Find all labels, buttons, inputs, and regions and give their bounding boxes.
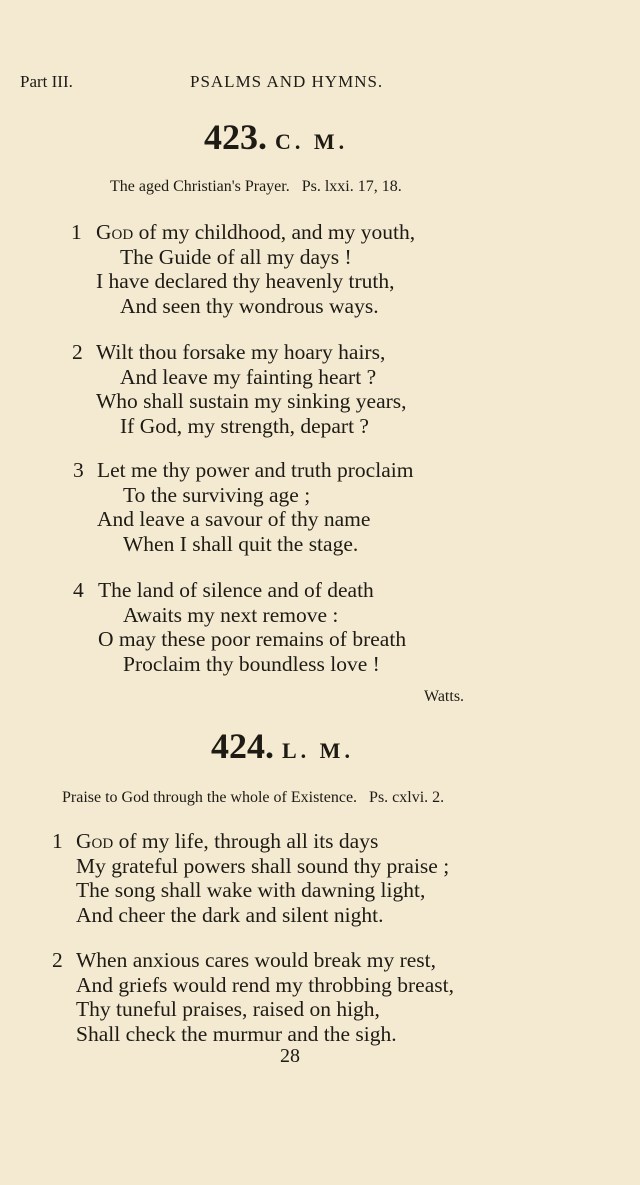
stanza-number: 3 [73,458,84,482]
hymn-423-subtitle [110,178,402,196]
hymn-meter: C. M. [275,129,349,154]
hymn-meter: L. M. [282,738,354,763]
verse-line: God of my life, through all its days [76,829,379,853]
verse-line: The land of silence and of death [98,578,374,602]
hymn-title: Praise to God through the whole of Existence. [62,789,358,806]
verse-line: To the surviving age ; [123,482,311,507]
hymn-424-subtitle [62,789,444,807]
verse-line: When I shall quit the stage. [123,531,359,556]
verse-line: And seen thy wondrous ways. [120,293,379,318]
verse-line: Proclaim thy boundless love ! [123,651,380,676]
hymn-title: The aged Christian's Prayer. [110,178,290,195]
stanza-number: 1 [52,829,63,853]
scripture-reference: Ps. cxlvi. 2. [369,789,445,806]
verse-line: My grateful powers shall sound thy praise ; [76,853,450,878]
hymn-author: Watts. [424,688,465,705]
scripture-reference: Ps. lxxi. 17, 18. [301,178,402,195]
hymn-number: 423. [204,117,267,157]
running-head-title: PSALMS AND HYMNS. [190,72,384,91]
verse-line: If God, my strength, depart ? [120,413,369,438]
verse-line: Wilt thou forsake my hoary hairs, [96,340,386,364]
verse-line: The song shall wake with dawning light, [76,878,426,902]
first-word: God [76,829,114,853]
verse-line: When anxious cares would break my rest, [76,948,437,972]
running-head-part: Part III. [20,72,73,91]
stanza-number: 2 [52,948,63,972]
hymn-424-heading [211,725,354,767]
stanza-number: 1 [71,220,82,244]
verse-line: And leave my fainting heart ? [120,364,377,389]
verse-line: God of my childhood, and my youth, [96,220,416,244]
verse-line: Shall check the murmur and the sigh. [76,1021,397,1046]
hymn-number: 424. [211,726,274,766]
stanza-number: 4 [73,578,84,602]
verse-line: Let me thy power and truth proclaim [97,458,414,482]
verse-line: And cheer the dark and silent night. [76,902,384,927]
verse-line: Awaits my next remove : [123,602,339,627]
stanza-number: 2 [72,340,83,364]
verse-line: And griefs would rend my throbbing breast, [76,972,454,997]
verse-line: The Guide of all my days ! [120,244,352,269]
verse-line: I have declared thy heavenly truth, [96,269,395,293]
verse-line: Thy tuneful praises, raised on high, [76,997,380,1021]
hymn-423-heading [204,116,348,158]
verse-line: And leave a savour of thy name [97,507,371,531]
verse-line: O may these poor remains of breath [98,627,407,651]
page-number: 28 [280,1045,300,1067]
first-word: God [96,220,134,244]
verse-line: Who shall sustain my sinking years, [96,389,407,413]
